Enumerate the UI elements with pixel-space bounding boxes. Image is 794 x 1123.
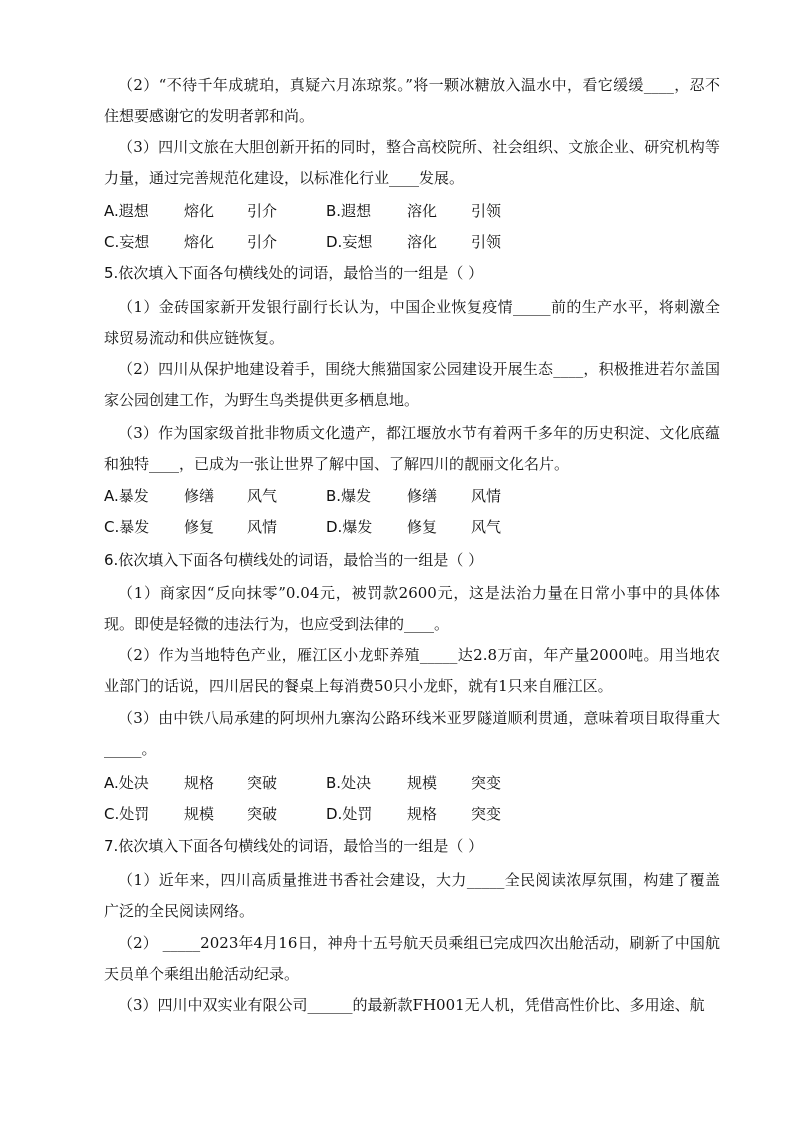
q6-option-d-word-2: 规格 (407, 805, 438, 823)
q6-option-a-word-2: 规格 (184, 774, 215, 792)
q6-sentence-3: （3）由中铁八局承建的阿坝州九寨沟公路环线米亚罗隧道顺利贯通，意味着项目取得重大_____。 (104, 709, 720, 758)
q5-option-b-word-3: 风情 (471, 487, 502, 505)
q6-options-row-2 (104, 799, 720, 830)
q4-option-c-word-2: 熔化 (184, 233, 215, 251)
q4-options-row-2 (104, 227, 720, 258)
q5-option-b-word-2: 修缮 (407, 487, 438, 505)
q6-option-b-word-3: 突变 (471, 774, 502, 792)
q4-option-b-word-3: 引领 (471, 202, 502, 220)
q4-option-d-word-2: 溶化 (407, 233, 438, 251)
q5-option-d[interactable]: D.爆发 (326, 518, 373, 536)
q6-options-row-1 (104, 768, 720, 799)
q7-sentence-1: （1）近年来，四川高质量推进书香社会建设，大力_____全民阅读浓厚氛围，构建了覆盖广泛的全民阅读网络。 (104, 871, 720, 920)
q6-option-a[interactable]: A.处决 (104, 774, 149, 792)
q7-sentence-2: （2） _____2023年4月16日，神舟十五号航天员乘组已完成四次出舱活动，刷新了中国航天员单个乘组出舱活动纪录。 (104, 934, 720, 983)
q6-option-c-word-2: 规模 (184, 805, 215, 823)
q5-option-d-word-3: 风气 (471, 518, 502, 536)
q6-sentence-2: （2）作为当地特色产业，雁江区小龙虾养殖_____达2.8万亩，年产量2000吨。用当地农业部门的话说，四川居民的餐桌上每消费50只小龙虾，就有1只来自雁江区。 (104, 646, 720, 695)
q4-option-d[interactable]: D.妄想 (326, 233, 373, 251)
q5-option-c-word-2: 修复 (184, 518, 215, 536)
q5-sentence-2: （2）四川从保护地建设着手，围绕大熊猫国家公园建设开展生态____，积极推进若尔盖国家公园创建工作，为野生鸟类提供更多栖息地。 (104, 360, 720, 409)
q4-sentence-2: （2）“不待千年成琥珀，真疑六月冻琼浆。”将一颗冰糖放入温水中，看它缓缓____，忍不住想要感谢它的发明者郭和尚。 (104, 76, 720, 125)
q5-options-row-1 (104, 481, 720, 512)
q5-option-c[interactable]: C.暴发 (104, 518, 150, 536)
q4-option-c[interactable]: C.妄想 (104, 233, 150, 251)
q6-sentence-1: （1）商家因“反向抹零”0.04元，被罚款2600元，这是法治力量在日常小事中的具体体现。即使是轻微的违法行为，也应受到法律的____。 (104, 584, 720, 633)
q5-option-a[interactable]: A.暴发 (104, 487, 149, 505)
q6-option-b-word-2: 规模 (407, 774, 438, 792)
q4-option-b[interactable]: B.遐想 (326, 202, 372, 220)
q5-sentence-1: （1）金砖国家新开发银行副行长认为，中国企业恢复疫情_____前的生产水平，将刺激全球贸易流动和供应链恢复。 (104, 298, 720, 347)
q5-stem: 5.依次填入下面各句横线处的词语，最恰当的一组是（ ） (104, 264, 484, 282)
q4-option-a-word-3: 引介 (247, 202, 278, 220)
q5-option-c-word-3: 风情 (247, 518, 278, 536)
q6-stem: 6.依次填入下面各句横线处的词语，最恰当的一组是（ ） (104, 551, 484, 569)
q6-option-a-word-3: 突破 (247, 774, 278, 792)
q5-option-d-word-2: 修复 (407, 518, 438, 536)
q7-sentence-3: （3）四川中双实业有限公司______的最新款FH001无人机，凭借高性价比、多用途、航 (118, 996, 705, 1014)
q6-option-d[interactable]: D.处罚 (326, 805, 373, 823)
q6-option-d-word-3: 突变 (471, 805, 502, 823)
q4-option-a-word-2: 熔化 (184, 202, 215, 220)
q5-option-a-word-2: 修缮 (184, 487, 215, 505)
q4-option-c-word-3: 引介 (247, 233, 278, 251)
q5-option-b[interactable]: B.爆发 (326, 487, 372, 505)
q6-option-c[interactable]: C.处罚 (104, 805, 150, 823)
q4-options-row-1 (104, 196, 720, 227)
q4-option-a[interactable]: A.遐想 (104, 202, 149, 220)
q6-option-b[interactable]: B.处决 (326, 774, 372, 792)
q5-sentence-3: （3）作为国家级首批非物质文化遗产，都江堰放水节有着两千多年的历史积淀、文化底蕴和独特____，已成为一张让世界了解中国、了解四川的靓丽文化名片。 (104, 424, 720, 473)
q5-options-row-2 (104, 512, 720, 543)
q4-sentence-3: （3）四川文旅在大胆创新开拓的同时，整合高校院所、社会组织、文旅企业、研究机构等力量，通过完善规范化建设，以标准化行业____发展。 (104, 138, 720, 187)
q4-option-d-word-3: 引领 (471, 233, 502, 251)
q6-option-c-word-3: 突破 (247, 805, 278, 823)
q7-stem: 7.依次填入下面各句横线处的词语，最恰当的一组是（ ） (104, 837, 484, 855)
q4-option-b-word-2: 溶化 (407, 202, 438, 220)
q5-option-a-word-3: 风气 (247, 487, 278, 505)
